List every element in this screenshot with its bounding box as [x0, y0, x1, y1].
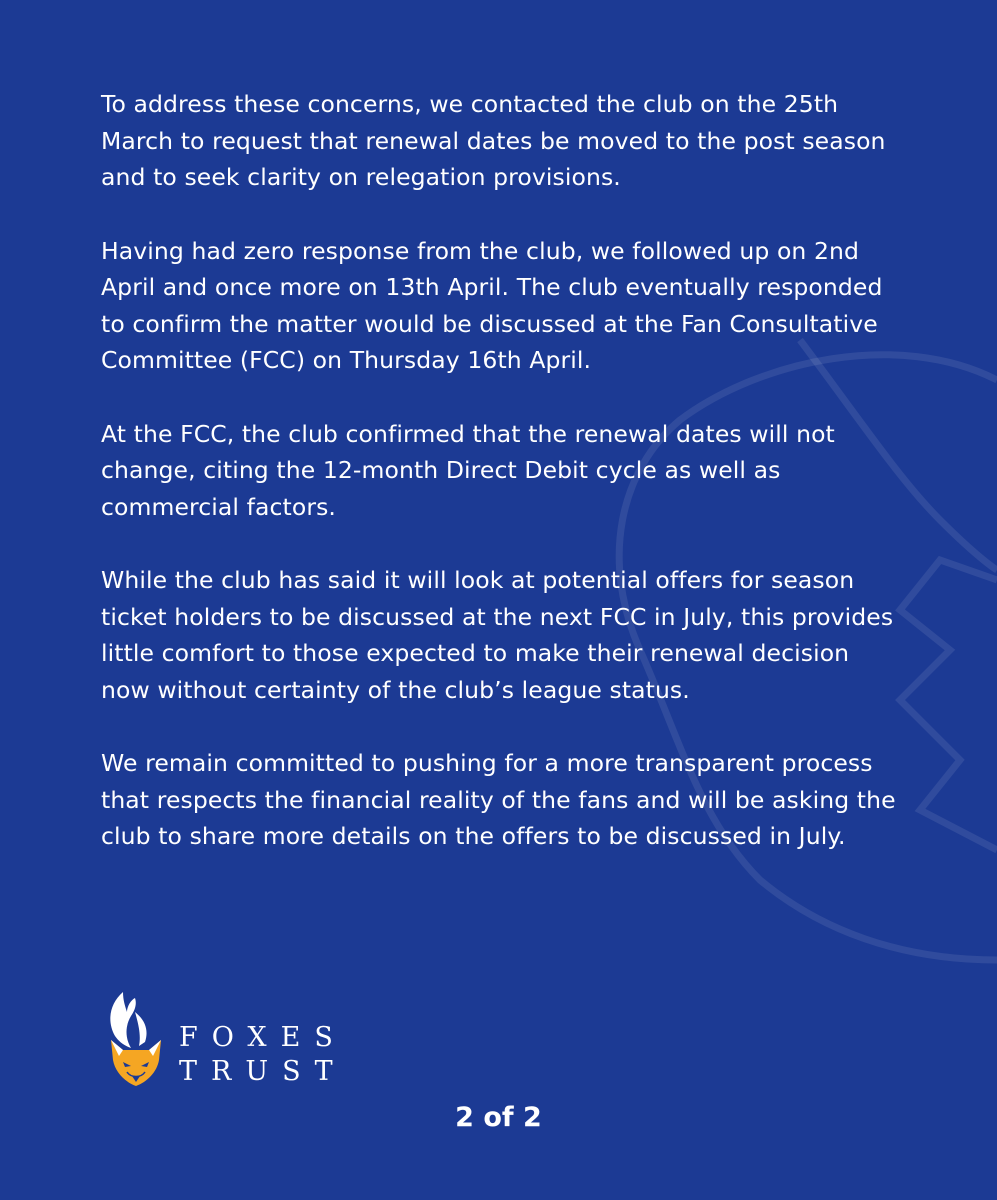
paragraph-contact: To address these concerns, we contacted the club on the 25th March to request that renewal dates be moved to the post season and to seek clarity on relegation provisions. [101, 90, 886, 191]
paragraph-offers: While the club has said it will look at potential offers for season ticket holders to be discussed at the next FCC in July, this provides little comfort to those expected to make their renewal decision now without certainty of the club’s league status. [101, 566, 894, 704]
paragraph-fcc-outcome: At the FCC, the club confirmed that the renewal dates will not change, citing the 12-month Direct Debit cycle as well as commercial factors. [101, 419, 835, 521]
statement-body [101, 86, 901, 892]
fox-icon [105, 990, 167, 1090]
logo-line-foxes: FOXES [179, 1022, 347, 1053]
paragraph-follow-up: Having had zero response from the club, we followed up on 2nd April and once more on 13th April. The club eventually responded to confirm the matter would be discussed at the Fan Consultative Committee (FCC) on Thursday 16th April. [101, 236, 883, 374]
foxes-trust-logo [105, 990, 365, 1090]
page-indicator: 2 of 2 [455, 1102, 542, 1133]
logo-line-trust: TRUST [179, 1056, 347, 1087]
logo-wordmark [179, 1021, 347, 1089]
paragraph-commitment: We remain committed to pushing for a more transparent process that respects the financial reality of the fans and will be asking the club to share more details on the offers to be discussed in July. [101, 749, 896, 850]
